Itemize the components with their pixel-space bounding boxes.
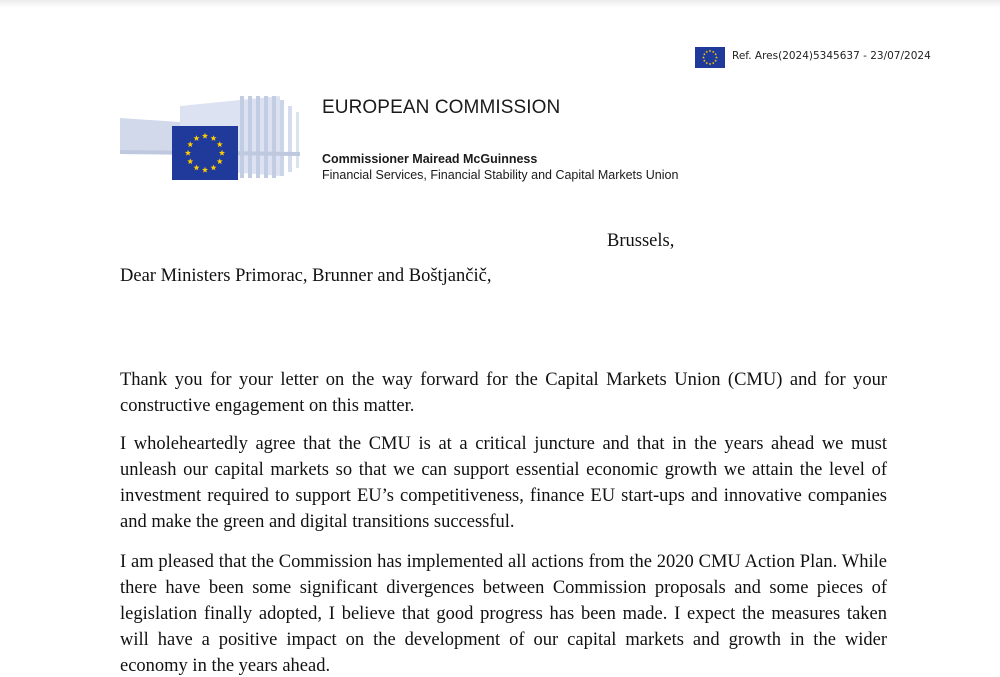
letter-place: Brussels, bbox=[607, 231, 675, 251]
european-commission-logo bbox=[120, 92, 310, 184]
commissioner-name: Commissioner Mairead McGuinness bbox=[322, 152, 538, 166]
organization-name: EUROPEAN COMMISSION bbox=[322, 97, 561, 118]
letter-salutation: Dear Ministers Primorac, Brunner and Boštjančič, bbox=[120, 266, 492, 286]
commissioner-portfolio: Financial Services, Financial Stability and Capital Markets Union bbox=[322, 168, 679, 182]
eu-flag-icon bbox=[695, 47, 725, 68]
letter-paragraph: Thank you for your letter on the way forward for the Capital Markets Union (CMU) and for your constructive engagement on this matter. bbox=[120, 370, 887, 416]
letter-paragraph: I wholeheartedly agree that the CMU is at a critical juncture and that in the years ahead we must unleash our capital markets so that we can support essential economic growth we attain the level of investment required to support EU’s competitiveness, finance EU start-ups and innovative companies and make the green and digital transitions successful. bbox=[120, 434, 887, 532]
reference-number: Ref. Ares(2024)5345637 - 23/07/2024 bbox=[732, 50, 931, 62]
letter-paragraph: I am pleased that the Commission has implemented all actions from the 2020 CMU Action Plan. While there have been some significant divergences between Commission proposals and some pieces of legislation finally adopted, I believe that good progress has been made. I expect the measures taken will have a positive impact on the development of our capital markets and growth in the wider economy in the years ahead. bbox=[120, 552, 887, 676]
scan-edge-shadow bbox=[0, 0, 1000, 8]
